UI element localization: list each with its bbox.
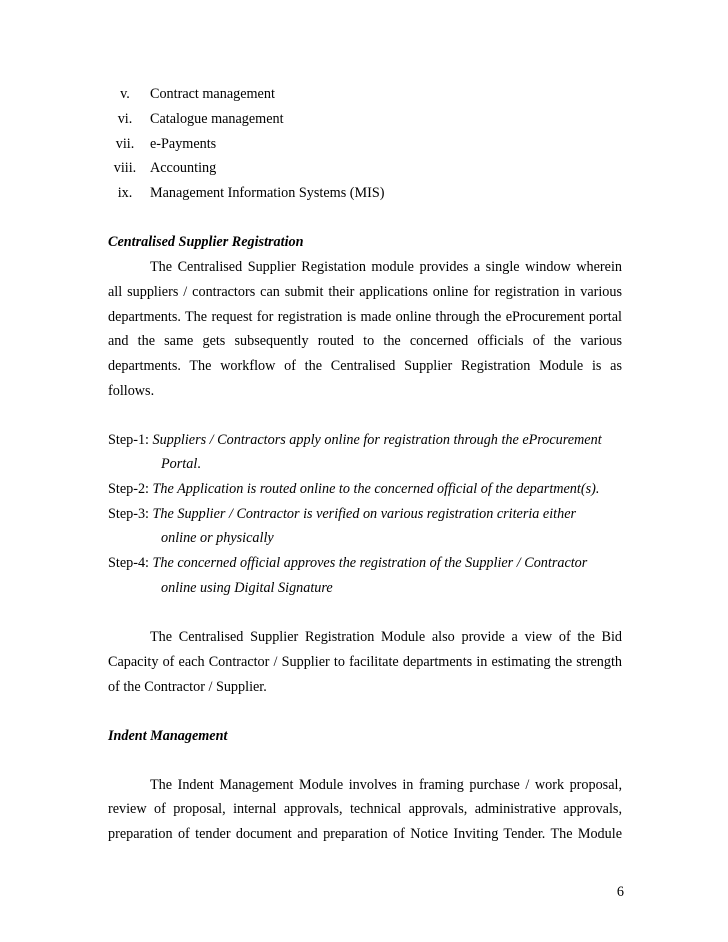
section-heading-supplier-registration: Centralised Supplier Registration (108, 234, 304, 250)
list-item (108, 86, 628, 104)
step-label: Step-3: (108, 506, 149, 522)
list-item-number: vi. (117, 111, 133, 127)
paragraph-line: and the same gets subsequently routed to the concerned officials of the various (108, 333, 622, 349)
paragraph-line: review of proposal, internal approvals, technical approvals, administrative approvals, (108, 801, 622, 817)
paragraph-line: The Centralised Supplier Registration Module also provide a view of the Bid (150, 629, 622, 645)
paragraph-line: departments. The request for registration is made online through the eProcurement portal (108, 309, 622, 325)
list-item (108, 111, 628, 129)
step-label: Step-2: (108, 481, 149, 497)
list-item-number: v. (120, 86, 130, 102)
list-item-text: Contract management (150, 86, 275, 102)
list-item-number: ix. (117, 185, 133, 201)
step-label: Step-4: (108, 555, 149, 571)
list-item (108, 185, 628, 203)
step-line (108, 432, 602, 450)
paragraph-line: departments. The workflow of the Centralised Supplier Registration Module is as (108, 358, 622, 374)
list-item-text: Accounting (150, 160, 217, 176)
paragraph-line: The Centralised Supplier Registation module provides a single window wherein (150, 259, 622, 275)
paragraph-line: The Indent Management Module involves in framing purchase / work proposal, (150, 777, 622, 793)
list-item-text: Management Information Systems (MIS) (150, 185, 385, 201)
list-item (108, 160, 628, 178)
step-line (108, 506, 576, 524)
list-item-text: Catalogue management (150, 111, 284, 127)
step-text: The Application is routed online to the concerned official of the department(s). (152, 481, 600, 497)
list-item-number: vii. (115, 136, 135, 152)
step-label: Step-1: (108, 432, 149, 448)
step-continuation-suffix: . (197, 456, 201, 472)
page-number: 6 (616, 884, 624, 900)
paragraph-line: of the Contractor / Supplier. (108, 679, 267, 695)
step-text: Suppliers / Contractors apply online for registration through the eProcurement (152, 432, 602, 448)
step-text: The Supplier / Contractor is verified on various registration criteria either (152, 506, 577, 522)
step-continuation: online or physically (161, 530, 274, 546)
step-continuation (161, 456, 201, 474)
paragraph-line: follows. (108, 383, 155, 399)
section-heading-indent-management: Indent Management (108, 728, 228, 744)
list-item (108, 136, 628, 154)
step-line (108, 555, 587, 573)
paragraph-line: Capacity of each Contractor / Supplier to facilitate departments in estimating the strength (108, 654, 622, 670)
list-item-text: e-Payments (150, 136, 217, 152)
step-text: The concerned official approves the registration of the Supplier / Contractor (152, 555, 588, 571)
step-continuation-text: Portal (161, 456, 198, 472)
paragraph-line: preparation of tender document and preparation of Notice Inviting Tender. The Module (108, 826, 622, 842)
step-continuation: online using Digital Signature (161, 580, 333, 596)
list-item-number: viii. (113, 160, 137, 176)
paragraph-line: all suppliers / contractors can submit their applications online for registration in various (108, 284, 622, 300)
step-line (108, 481, 599, 499)
